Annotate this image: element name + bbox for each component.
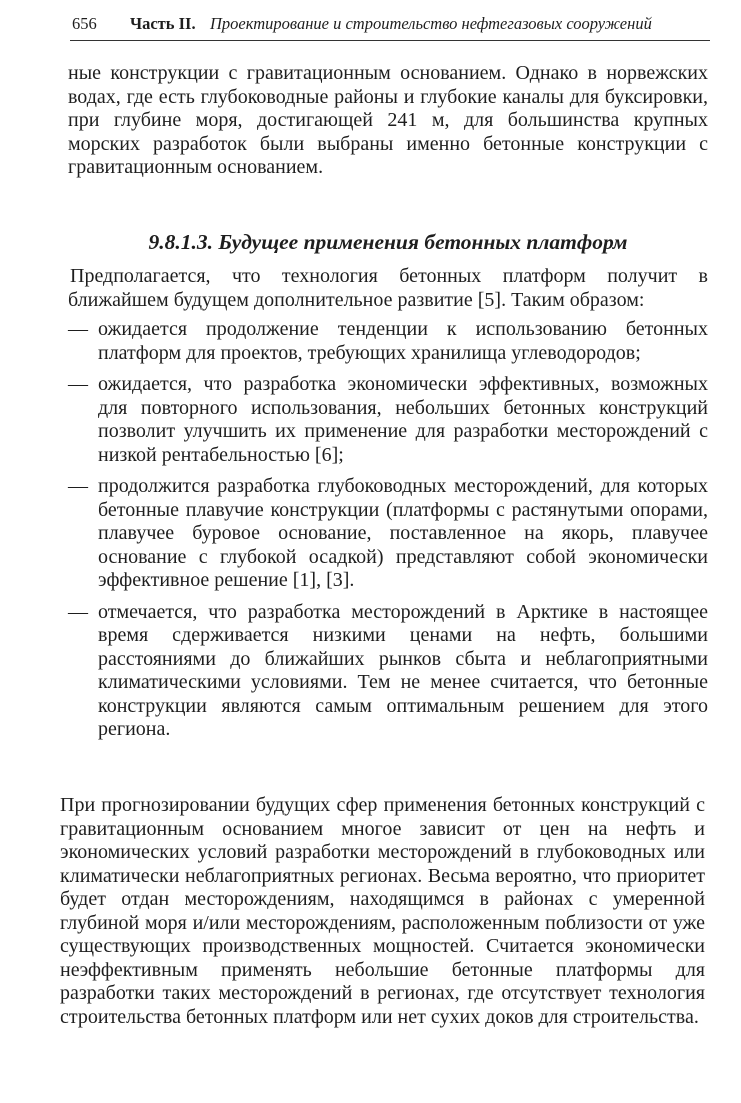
list-item-text: продолжится разработка глубоководных месторождений, для которых бетонные плавучие конструкции (платформы с растянутыми опорами, плавучее буровое основание, поставленное на якорь, плавучее основание с глубокой осадкой) представляют собой экономически эффективное решение [1], [3]. [98,475,708,591]
closing-paragraph: При прогнозировании будущих сфер применения бетонных конструкций с гравитационным основанием многое зависит от цен на нефть и экономических условий разработки месторождений в глубоководных или климатически неблагоприятных регионах. Весьма вероятно, что приоритет будет отдан месторождениям, находящимся в районах с умеренной глубиной моря и/или месторождениям, расположенным поблизости от уже существующих производственных мощностей. Считается экономически неэффективным применять небольшие бетонные платформы для разработки таких месторождений в регионах, где отсутствует технология строительства бетонных платформ или нет сухих доков для строительства. [60,794,705,1028]
intro-paragraph: Предполагается, что технология бетонных платформ получит в ближайшем будущем дополнительное развитие [5]. Таким образом: [68,265,708,311]
list-item [68,318,708,365]
list-item [68,373,708,467]
list-item-text: ожидается, что разработка экономически эффективных, возможных для повторного использования, небольших бетонных конструкций позволит улучшить их применение для разработки месторождений с низкой рентабельностью [6]; [98,373,708,466]
list-item-text: ожидается продолжение тенденции к использованию бетонных платформ для проектов, требующих хранилища углеводородов; [98,318,708,364]
list-item [68,475,708,593]
section-heading: 9.8.1.3. Будущее применения бетонных платформ [148,230,628,254]
list-item-text: отмечается, что разработка месторождений в Арктике в настоящее время сдерживается низкими ценами на нефть, большими расстояниями до ближайших рынков сбыта и неблагоприятными климатическими условиями. Тем не менее считается, что бетонные конструкции являются самым оптимальным решением для этого региона. [98,600,708,740]
header-title: Проектирование и строительство нефтегазовых сооружений [210,14,652,33]
dash-marker: — [68,318,88,340]
header-rule [70,40,710,41]
running-header [70,12,710,40]
page-number: 656 [72,14,97,33]
part-label: Часть II. [130,14,196,33]
dash-marker: — [68,600,88,623]
paragraph-continued: ные конструкции с гравитационным основанием. Однако в норвежских водах, где есть глубоководные районы и глубокие каналы для буксировки, при глубине моря, достигающей 241 м, для большинства крупных морских разработок были выбраны именно бетонные конструкции с гравитационным основанием. [68,62,708,178]
dash-marker: — [68,373,88,395]
list-item [68,601,708,742]
bullet-list [68,318,708,742]
dash-marker: — [68,475,88,497]
